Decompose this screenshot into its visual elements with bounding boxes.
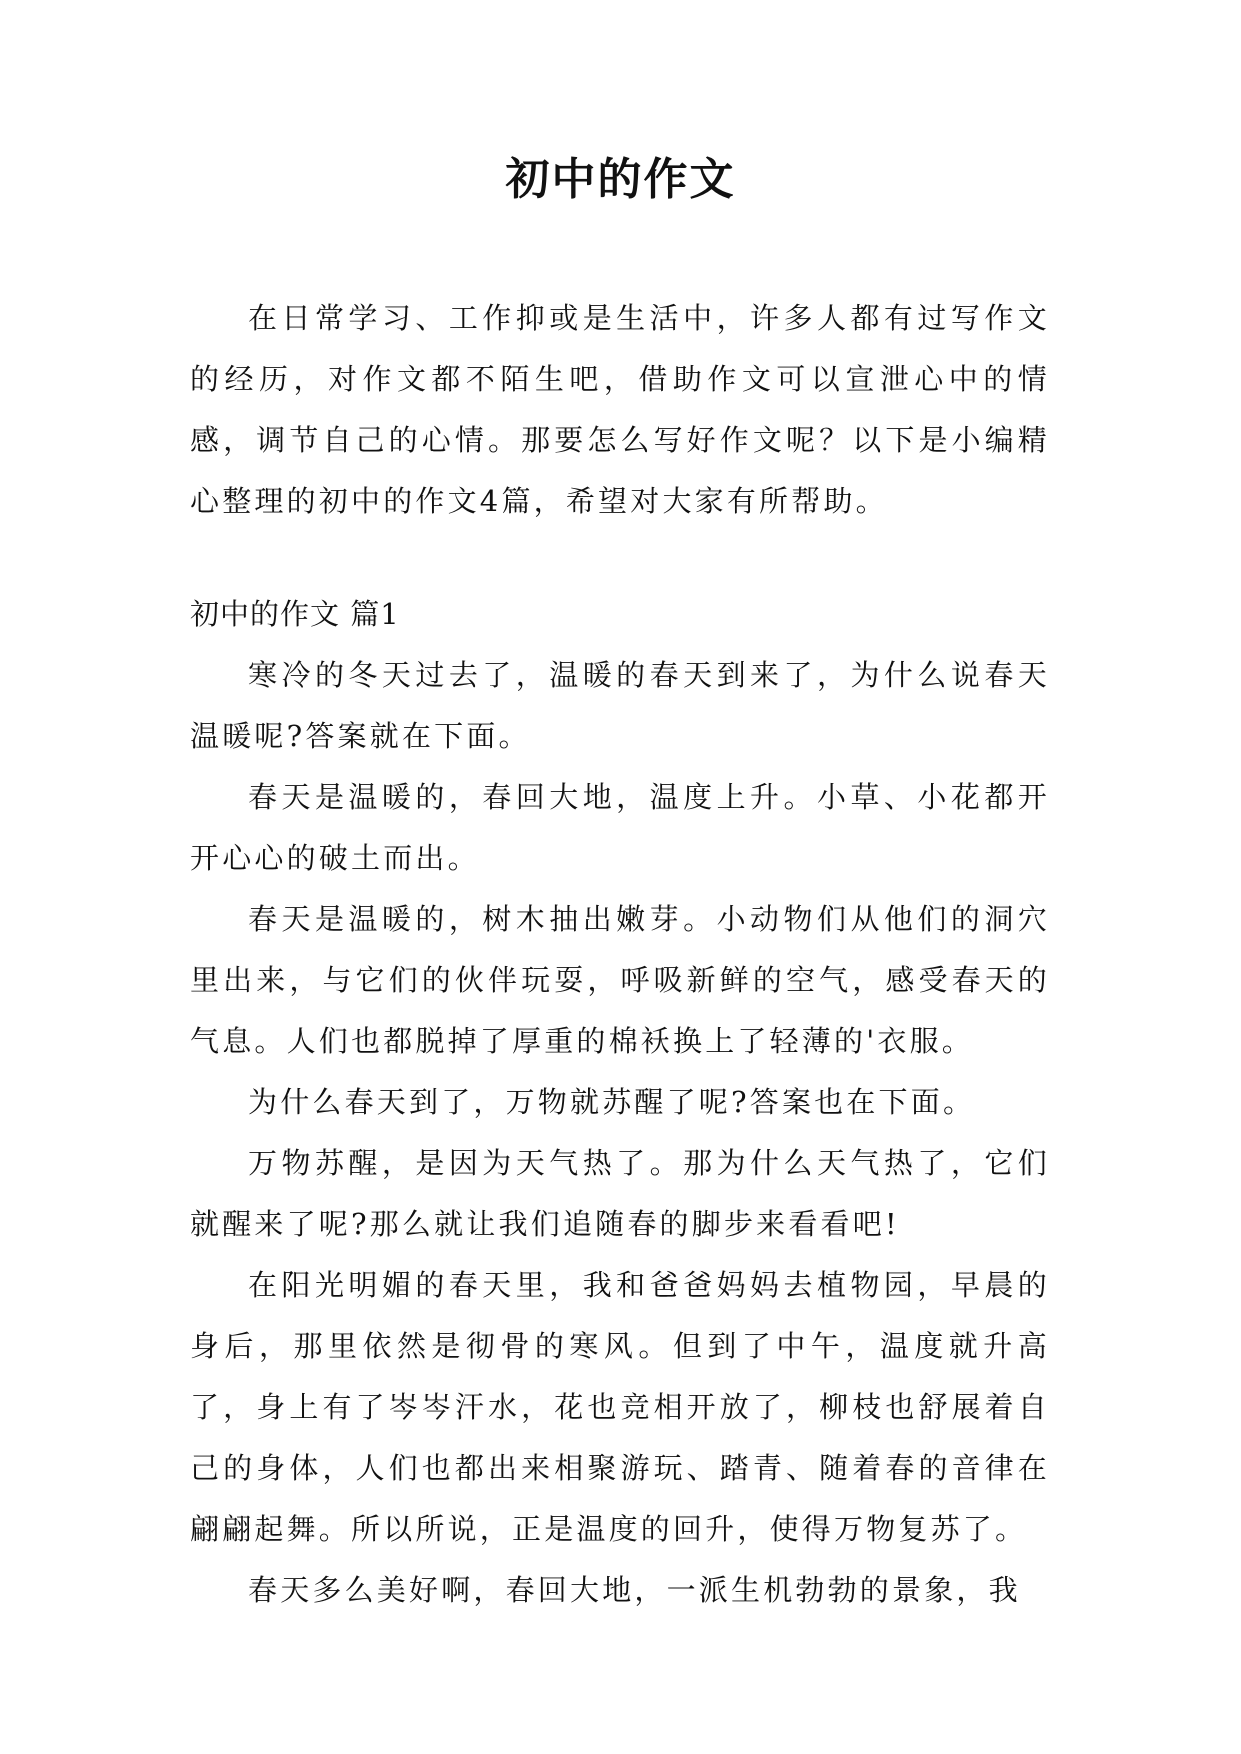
body-paragraph: 春天多么美好啊，春回大地，一派生机勃勃的景象，我 (248, 1573, 1021, 1607)
body-paragraph: 寒冷的冬天过去了，温暖的春天到来了，为什么说春天温暖呢?答案就在下面。 (190, 658, 1050, 753)
intro-paragraph: 在日常学习、工作抑或是生活中，许多人都有过写作文的经历，对作文都不陌生吧，借助作文可以宣泄心中的情感，调节自己的心情。那要怎么写好作文呢？以下是小编精心整理的初中的作文4篇，希望对大家有所帮助。 (190, 301, 1050, 518)
section-heading: 初中的作文 篇1 (190, 597, 400, 631)
document-title: 初中的作文 (505, 154, 736, 205)
body-paragraph: 万物苏醒，是因为天气热了。那为什么天气热了，它们就醒来了呢?那么就让我们追随春的脚步来看看吧! (190, 1146, 1050, 1241)
body-paragraph: 为什么春天到了，万物就苏醒了呢?答案也在下面。 (248, 1085, 976, 1119)
document-body (190, 288, 1050, 1621)
body-paragraph: 春天是温暖的，春回大地，温度上升。小草、小花都开开心心的破土而出。 (190, 780, 1050, 875)
body-paragraph: 春天是温暖的，树木抽出嫩芽。小动物们从他们的洞穴里出来，与它们的伙伴玩耍，呼吸新鲜的空气，感受春天的气息。人们也都脱掉了厚重的棉袄换上了轻薄的'衣服。 (190, 902, 1050, 1058)
body-paragraph: 在阳光明媚的春天里，我和爸爸妈妈去植物园，早晨的身后，那里依然是彻骨的寒风。但到了中午，温度就升高了，身上有了岑岑汗水，花也竞相开放了，柳枝也舒展着自己的身体，人们也都出来相聚游玩、踏青、随着春的音律在翩翩起舞。所以所说，正是温度的回升，使得万物复苏了。 (190, 1268, 1050, 1546)
